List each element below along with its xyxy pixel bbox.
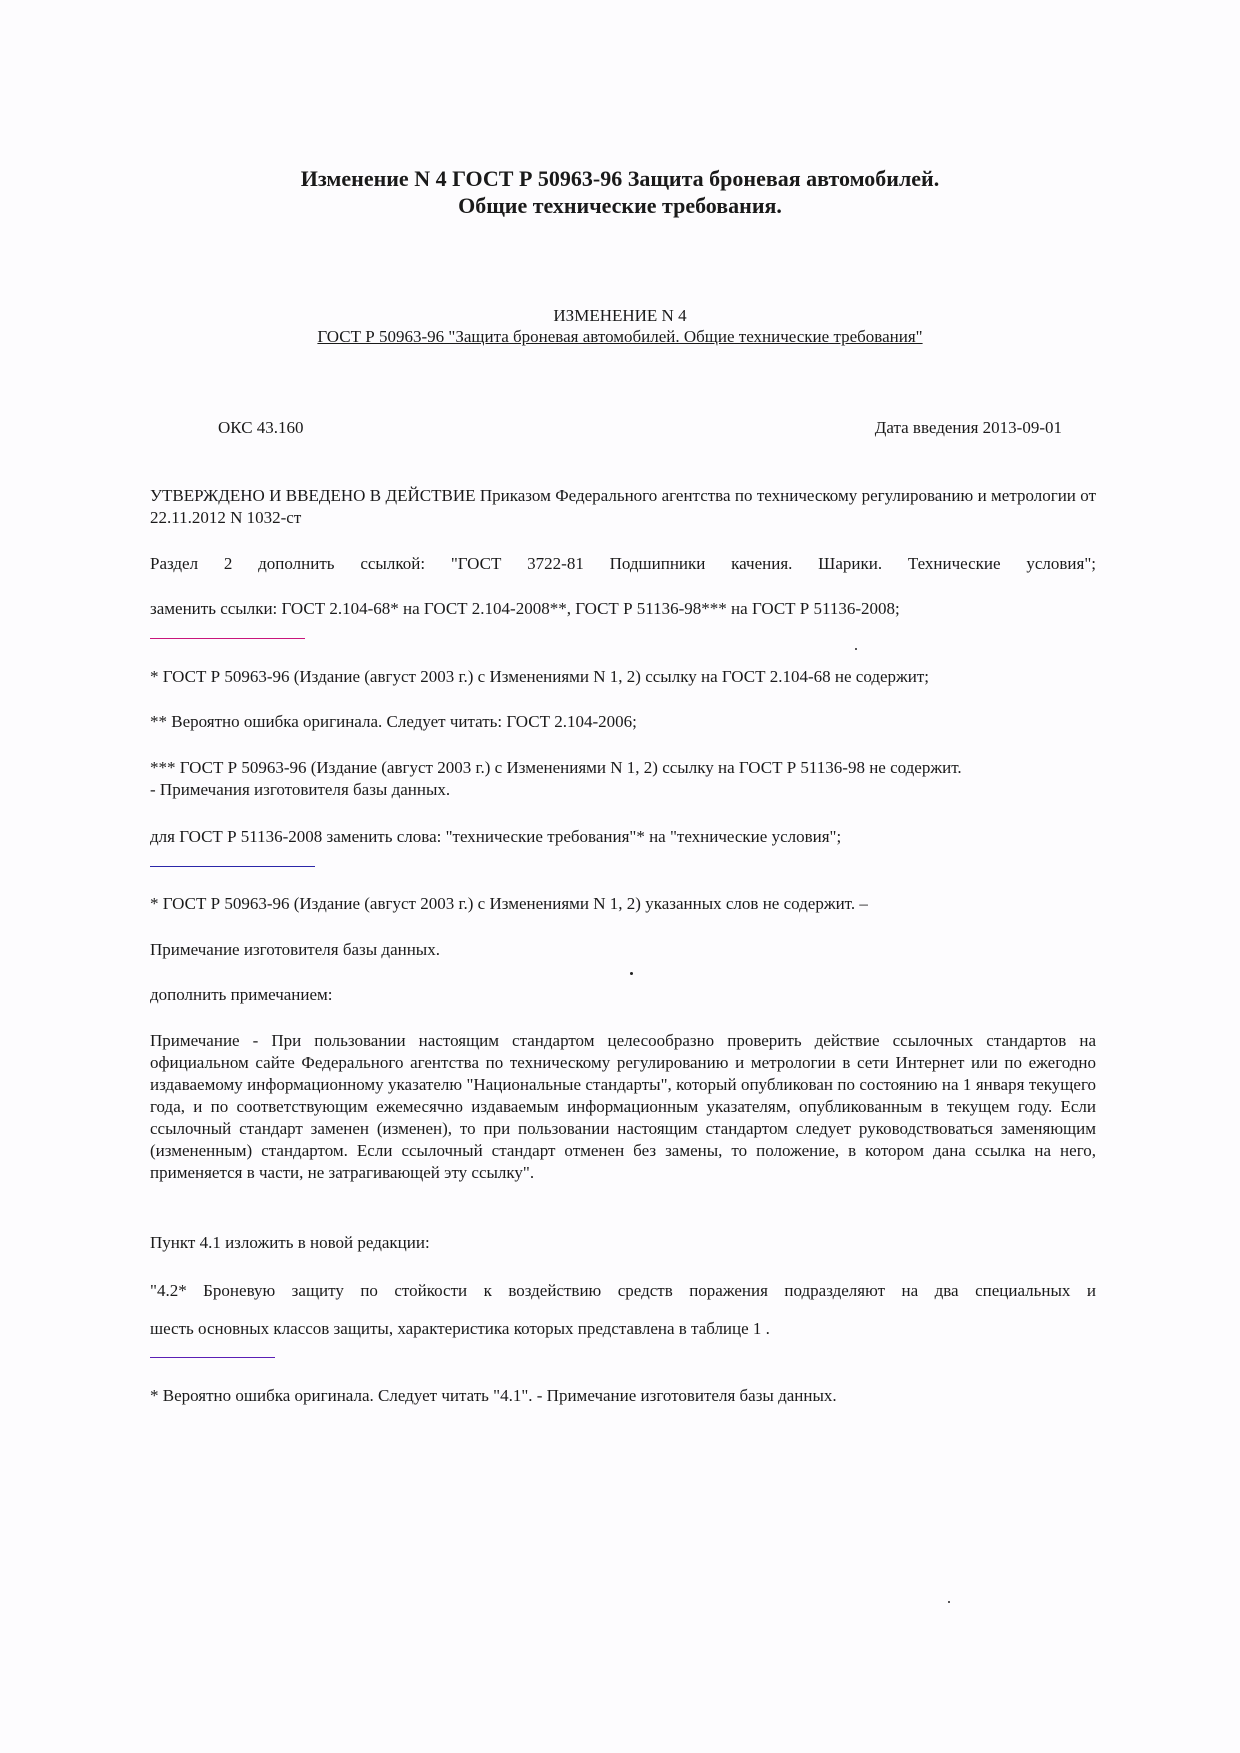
- scan-speck: [630, 972, 633, 975]
- replace-refs-paragraph: заменить ссылки: ГОСТ 2.104-68* на ГОСТ 2.104-2008**, ГОСТ Р 51136-98*** на ГОСТ Р 51136-2008;: [150, 599, 900, 618]
- footnote-1: * ГОСТ Р 50963-96 (Издание (август 2003 г.) с Изменениями N 1, 2) ссылку на ГОСТ 2.104-68 не содержит;: [150, 667, 930, 686]
- item-4-2-line-2: шесть основных классов защиты, характеристика которых представлена в таблице 1 .: [150, 1319, 770, 1338]
- approval-paragraph: УТВЕРЖДЕНО И ВВЕДЕНО В ДЕЙСТВИЕ Приказом Федерального агентства по техническому регулированию и метрологии от 22.11.2012 N 1032-ст: [150, 486, 1096, 527]
- footnote-rule-3: [150, 1357, 275, 1358]
- item-4-2-line-1: "4.2* Броневую защиту по стойкости к воздействию средств поражения подразделяют на два специальных и: [150, 1281, 1096, 1300]
- footnote-3-line-1: *** ГОСТ Р 50963-96 (Издание (август 2003 г.) с Изменениями N 1, 2) ссылку на ГОСТ Р 51136-98 не содержит.: [150, 758, 962, 777]
- item-4-1-paragraph: Пункт 4.1 изложить в новой редакции:: [150, 1233, 430, 1252]
- footnote-rule-2: [150, 866, 315, 867]
- subtitle-line-2: ГОСТ Р 50963-96 "Защита броневая автомобилей. Общие технические требования": [317, 327, 923, 346]
- section-2-paragraph: Раздел 2 дополнить ссылкой: "ГОСТ 3722-81 Подшипники качения. Шарики. Технические условия";: [150, 554, 1096, 573]
- footnote-3-line-2: - Примечания изготовителя базы данных.: [150, 780, 451, 799]
- footnote-5: * Вероятно ошибка оригинала. Следует читать "4.1". - Примечание изготовителя базы данных.: [150, 1386, 837, 1405]
- add-note-paragraph: дополнить примечанием:: [150, 985, 333, 1004]
- note-paragraph: Примечание - При пользовании настоящим стандартом целесообразно проверить действие ссылочных стандартов на официальном сайте Федерального агентства по техническому регулированию и метрологии в сети Интернет или по ежегодно издаваемому информационному указателю "Национальные стандарты", который опубликован по состоянию на 1 января текущего года, и по соответствующим ежемесячно издаваемым информационным указателям, опубликованным в текущем году. Если ссылочный стандарт заменен (изменен), то при пользовании настоящим стандартом следует руководствоваться заменяющим (измененным) стандартом. Если ссылочный стандарт отменен без замены, то положение, в котором дана ссылка на него, применяется в части, не затрагивающей эту ссылку".: [150, 1031, 1096, 1182]
- footnote-4-note: Примечание изготовителя базы данных.: [150, 940, 440, 959]
- introduction-date: Дата введения 2013-09-01: [874, 418, 1062, 437]
- title-line-2: Общие технические требования.: [458, 193, 782, 218]
- replace-words-paragraph: для ГОСТ Р 51136-2008 заменить слова: "технические требования"* на "технические условия";: [150, 827, 842, 846]
- scan-speck: [855, 648, 857, 650]
- scan-speck: [948, 1601, 950, 1603]
- footnote-rule-1: [150, 638, 305, 639]
- footnote-2: ** Вероятно ошибка оригинала. Следует читать: ГОСТ 2.104-2006;: [150, 712, 637, 731]
- document-subtitle: [150, 305, 1090, 347]
- subtitle-line-1: ИЗМЕНЕНИЕ N 4: [553, 306, 687, 325]
- footnote-4: * ГОСТ Р 50963-96 (Издание (август 2003 г.) с Изменениями N 1, 2) указанных слов не содержит. –: [150, 894, 868, 913]
- document-title: [150, 165, 1090, 219]
- title-line-1: Изменение N 4 ГОСТ Р 50963-96 Защита броневая автомобилей.: [300, 166, 940, 191]
- oks-code: ОКС 43.160: [218, 418, 304, 437]
